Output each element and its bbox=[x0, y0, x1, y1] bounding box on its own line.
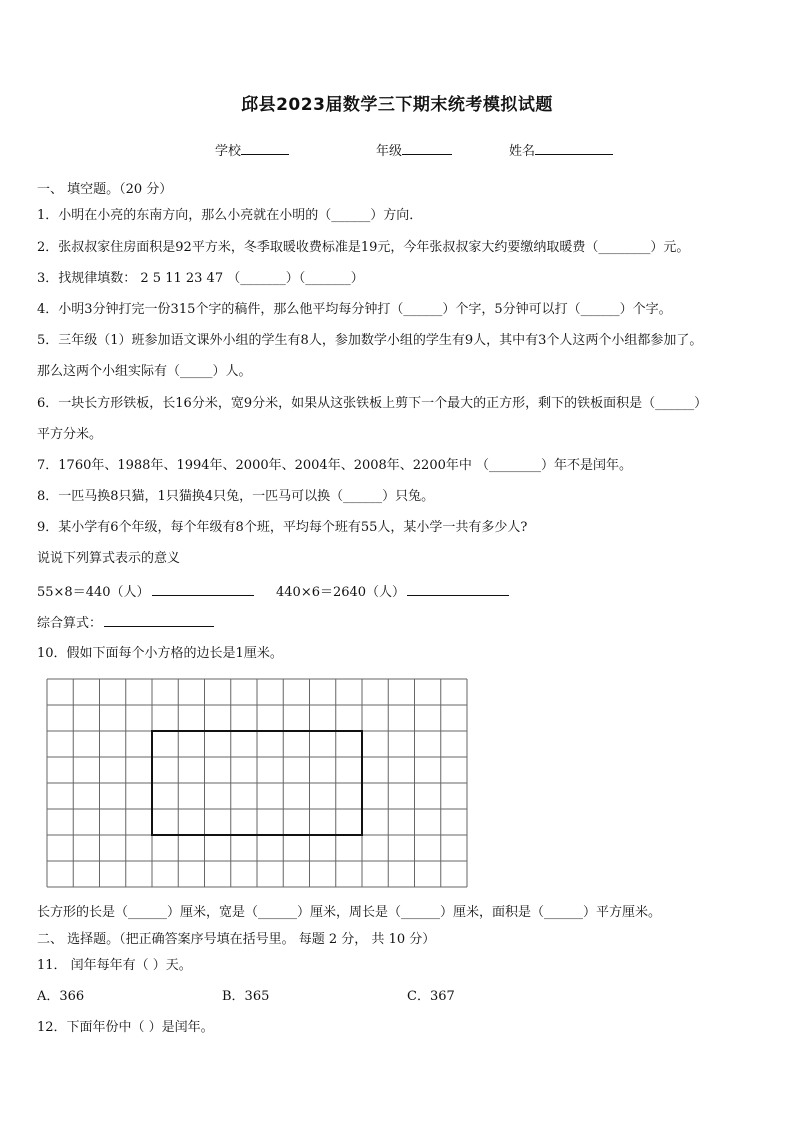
question-11: 11． 闰年每年有（ ）天。 bbox=[37, 958, 192, 973]
equation-2-blank[interactable] bbox=[407, 583, 509, 596]
question-10: 10．假如下面每个小方格的边长是1厘米。 bbox=[37, 646, 283, 661]
question-3: 3．找规律填数： 2 5 11 23 47 （_______）（_______） bbox=[37, 271, 364, 286]
school-blank[interactable] bbox=[241, 142, 289, 155]
option-c[interactable]: C．367 bbox=[407, 989, 455, 1004]
equation-2-row bbox=[276, 583, 511, 601]
square-grid bbox=[45, 678, 470, 892]
question-10-answer: 长方形的长是（______）厘米，宽是（______）厘米，周长是（______）厘米，面积是（______）平方厘米。 bbox=[37, 905, 662, 920]
question-6-line1: 6．一块长方形铁板，长16分米，宽9分米，如果从这张铁板上剪下一个最大的正方形，剩下的铁板面积是（______） bbox=[37, 396, 708, 411]
question-9: 9．某小学有6个年级，每个年级有8个班，平均每个班有55人，某小学一共有多少人? bbox=[37, 520, 528, 535]
question-1: 1．小明在小亮的东南方向，那么小亮就在小明的（______）方向． bbox=[37, 208, 423, 223]
section1-heading: 一、 填空题。（20 分） bbox=[37, 182, 173, 197]
combined-equation-label: 综合算式： bbox=[37, 616, 103, 631]
question-12: 12．下面年份中（ ）是闰年。 bbox=[37, 1020, 214, 1035]
question-7: 7．1760年、1988年、1994年、2000年、2004年、2008年、2200年中 （________）年不是闰年。 bbox=[37, 458, 632, 473]
name-blank[interactable] bbox=[535, 142, 613, 155]
grid-figure bbox=[45, 678, 470, 888]
equation-1-blank[interactable] bbox=[152, 583, 254, 596]
section2-heading: 二、 选择题。（把正确答案序号填在括号里。 每题 2 分， 共 10 分） bbox=[37, 932, 436, 947]
name-field bbox=[509, 142, 613, 160]
school-field bbox=[215, 142, 289, 160]
grade-blank[interactable] bbox=[402, 142, 452, 155]
question-5-line1: 5．三年级（1）班参加语文课外小组的学生有8人，参加数学小组的学生有9人，其中有3个人这两个小组都参加了。 bbox=[37, 333, 703, 348]
question-4: 4．小明3分钟打完一份315个字的稿件，那么他平均每分钟打（______）个字，5分钟可以打（______）个字。 bbox=[37, 302, 672, 317]
grade-field bbox=[376, 142, 452, 160]
question-6-line2: 平方分米。 bbox=[37, 427, 103, 442]
equation-2: 440×6＝2640（人） bbox=[276, 585, 406, 600]
name-label: 姓名 bbox=[509, 144, 536, 159]
equation-1: 55×8＝440（人） bbox=[37, 585, 150, 600]
combined-equation-row bbox=[37, 614, 216, 632]
option-a[interactable]: A．366 bbox=[37, 989, 85, 1004]
equation-1-row bbox=[37, 583, 256, 601]
question-9-subtitle: 说说下列算式表示的意义 bbox=[37, 551, 181, 566]
question-5-line2: 那么这两个小组实际有（_____）人。 bbox=[37, 364, 252, 379]
question-8: 8．一匹马换8只猫，1只猫换4只兔，一匹马可以换（______）只兔。 bbox=[37, 489, 435, 504]
combined-equation-blank[interactable] bbox=[104, 614, 214, 627]
option-b[interactable]: B．365 bbox=[222, 989, 270, 1004]
school-label: 学校 bbox=[215, 144, 242, 159]
question-2: 2．张叔叔家住房面积是92平方米，冬季取暖收费标准是19元，今年张叔叔家大约要缴纳取暖费（________）元。 bbox=[37, 240, 690, 255]
page-title: 邱县2023届数学三下期末统考模拟试题 bbox=[241, 95, 553, 115]
grade-label: 年级 bbox=[376, 144, 403, 159]
